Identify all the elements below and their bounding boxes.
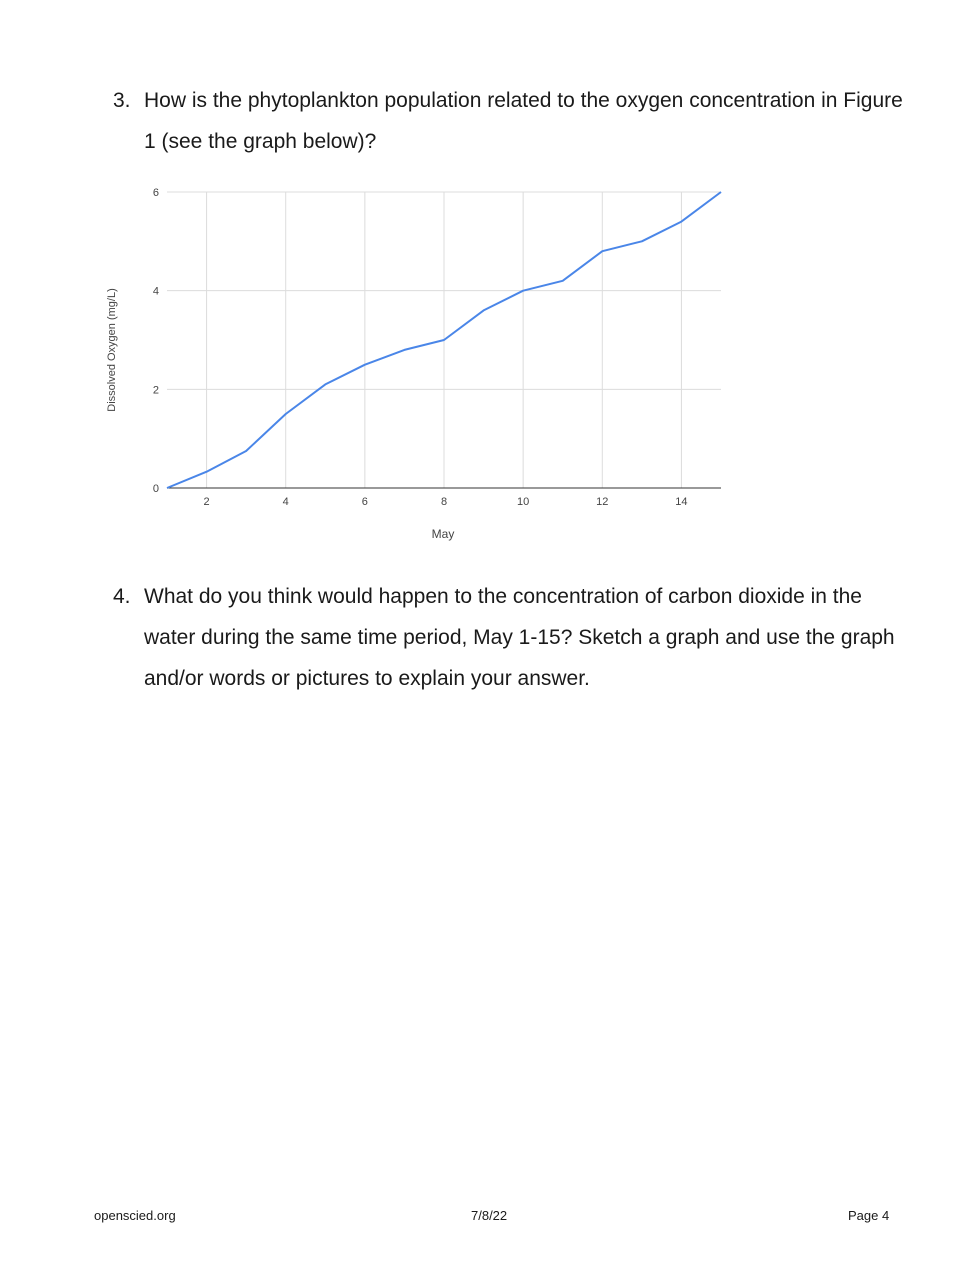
question-text: What do you think would happen to the concentration of carbon dioxide in the water during the same time period, May 1-15? Sketch a graph and use the graph and/or words or pictures to explain your answer. — [144, 585, 895, 690]
y-tick-label: 0 — [152, 483, 159, 495]
x-tick-label: 4 — [282, 496, 289, 508]
question-3 — [113, 80, 903, 162]
footer-page-number: Page 4 — [848, 1208, 890, 1223]
footer-website: openscied.org — [94, 1208, 176, 1223]
chart-tick-labels — [153, 187, 688, 508]
question-text: How is the phytoplankton population related to the oxygen concentration in Figure 1 (see the graph below)? — [144, 89, 903, 153]
x-tick-label: 14 — [675, 496, 688, 508]
x-tick-label: 12 — [596, 496, 609, 508]
dissolved-oxygen-chart — [95, 178, 735, 558]
y-tick-label: 6 — [152, 187, 159, 199]
x-tick-label: 2 — [203, 496, 210, 508]
footer-date: 7/8/22 — [471, 1208, 508, 1223]
question-number: 3. — [113, 89, 131, 112]
y-tick-label: 2 — [152, 384, 159, 397]
y-tick-label: 4 — [152, 285, 159, 298]
x-tick-label: 8 — [440, 496, 448, 508]
x-tick-label: 10 — [517, 496, 530, 508]
question-number: 4. — [113, 585, 131, 608]
y-axis-label: Dissolved Oxygen (mg/L) — [106, 288, 118, 412]
x-axis-label: May — [431, 527, 455, 541]
question-4 — [113, 576, 903, 699]
x-tick-label: 6 — [361, 496, 368, 508]
